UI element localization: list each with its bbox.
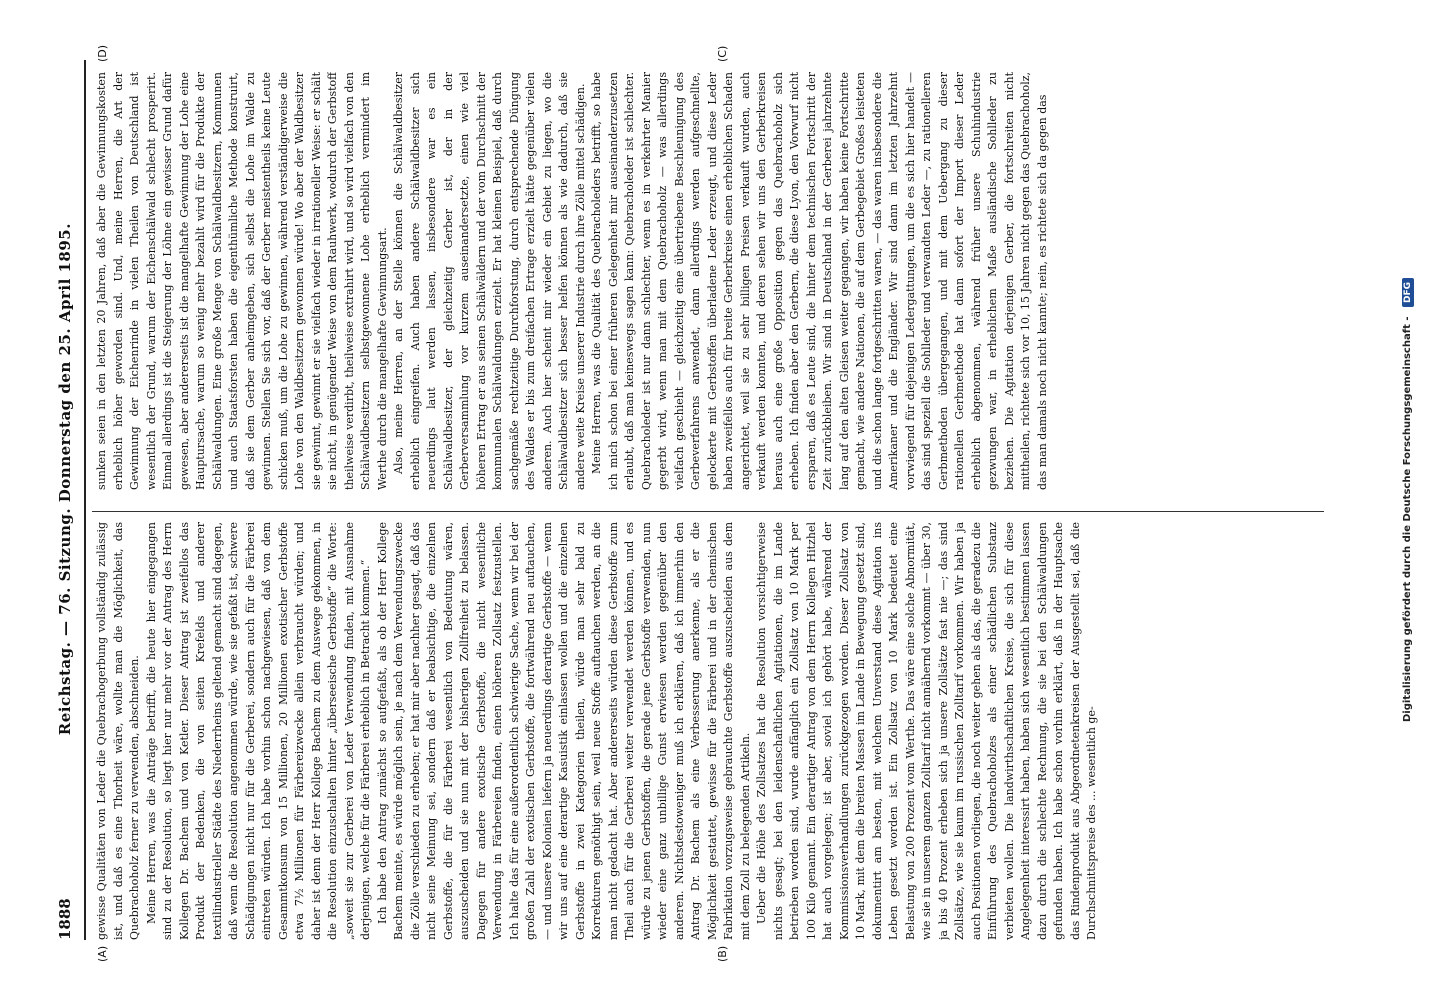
dfg-logo: DFG <box>1402 278 1414 307</box>
paragraph: Meine Herren, was die Anträge betrifft, die heute hier eingegangen sind zu der Resolution, so liegt hier nur mehr vor der Antrag des Herrn Kollegen Dr. Bachem und von Ketler. Dieser Antrag ist zweifellos das Produkt der Bedenken, die von seiten Krefelds und anderer textilindustrieller Städte des Niederrheins geltend gemacht sind dagegen, daß wenn die Resolution angenommen würde, wie sie gefaßt ist, schwere Schädigungen nicht nur für die Gerberei, sondern auch für die Färberei eintreten würden. Ich habe vorhin schon nachgewiesen, daß von dem Gesammtkonsum von 15 Millionen, 20 Millionen exotischer Gerbstoffe etwa 7½ Millionen für Färbereizwecke allein verbraucht würden; und daher ist denn der Herr Kollege Bachem zu dem Auswege gekommen, in die Resolution einzuschalten hinter „überseeische Gerbstoffe“ die Worte: „soweit sie zur Gerberei von Leder Verwendung finden, mit Ausnahme derjenigen, welche für die Färberei erheblich in Betracht kommen.“ <box>144 522 372 940</box>
margin-marker-a: (A) <box>96 945 109 962</box>
page-number: 1888 <box>56 898 74 940</box>
digitization-credit <box>1402 0 1414 1000</box>
margin-marker-c: (C) <box>716 45 729 62</box>
paragraph: Also, meine Herren, an der Stelle können die Schälwaldbesitzer erheblich eingreifen. Auch haben andere Schälwaldbesitzer sich neuerdings laut werden lassen, insbesondere war es ein Schälwaldbesitzer, der gleichzeitig Gerber ist, der in der Gerberversammlung vor kurzem auseinandersetzte, einen wie viel höheren Ertrag er aus seinen Schälwäldern und der vom Durchschnitt der kommunalen Schälwaldungen erzielt. Er hat kleinen Beispiel, daß durch sachgemäße rechtzeitige Durchforstung, durch entsprechende Düngung des Waldes er bis zum dreifachen Ertrage erzielt hätte gegenüber vielen anderen. Auch hier scheint mir wieder ein Gebiet zu liegen, wo die Schälwaldbesitzer sich besser helfen können als wie dadurch, daß sie andere weite Kreise unserer Industrie durch ihre Zölle mittel schädigen. <box>392 72 587 490</box>
margin-marker-b: (B) <box>716 945 729 962</box>
credit-text: Digitalisierung gefördert durch die Deutsche Forschungsgemeinschaft - <box>1402 316 1413 723</box>
paragraph: gewisse Qualitäten von Leder die Quebrachogerbung vollständig zulässig ist, und daß es eine Thorheit wäre, wollte man die Möglichkeit, das Quebrachoholz ferner zu verwenden, abschneiden. <box>95 522 141 940</box>
paragraph: Ueber die Höhe des Zollsatzes hat die Resolution vorsichtigerweise nichts gesagt; bei den leidenschaftlichen Agitationen, die im Lande betrieben worden sind, wurde anfänglich ein Zollsatz von 10 Mark per 100 Kilo genannt. Ein derartiger Antrag von dem Herrn Kollegen Hitzhel hat auch vorgelegen; ist aber, soviel ich gehört habe, während der Kommissionsverhandlungen zurückgezogen worden. Dieser Zollsatz von 10 Mark, mit dem die breiten Massen im Lande in Bewegung gesetzt sind, dokumentirt am besten, mit welchem Unverstand diese Agitation ins Leben gesetzt worden ist. Ein Zollsatz von 10 Mark bedeutet eine Belastung von 200 Prozent vom Werthe. Das wäre eine solche Abnormität, wie sie in unserem ganzen Zolltarif nicht annähernd vorkommt — über 30, ja bis 40 Prozent erheben sich ja unsere Zollsätze fast nie —; das sind Zollsätze, wie sie kaum im russischen Zolltarif vorkommen. Wir haben ja auch Positionen vorliegen, die noch weiter gehen als das, die geradezu die Einführung des Quebrachoholzes als einer schädlichen Substanz verbieten wollen. Die landwirthschaftlichen Kreise, die sich für diese Angelegenheit interessirt haben, haben sich wesentlich bestimmen lassen dazu durch die schlechte Rechnung, die sie bei den Schälwaldungen gefunden haben. Ich habe schon vorhin erklärt, daß in der Hauptsache das Rindenprodukt aus Abgeordnetenkreisen der Ausgestellt sei, daß die Durchschnittspreise des ... wesentlich ge- <box>755 522 1098 940</box>
page-title: Reichstag. — 76. Sitzung. Donnerstag den 25. April 1895. <box>56 223 74 736</box>
paragraph: Ich habe den Antrag zunächst so aufgefaßt, als ob der Herr Kollege Bachem meinte, es würde möglich sein, je nach dem Verwendungszwecke die Zölle verschieden zu erheben; er hat mir aber nachher gesagt, daß das nicht seine Meinung sei, sondern daß er beabsichtige, die einzelnen Gerbstoffe, die für die Färberei wesentlich von Bedeutung wären, auszuscheiden und sie nun mit der bisherigen Zollfreiheit zu belassen. Dagegen für andere exotische Gerbstoffe, die nicht wesentliche Verwendung in Färbereien finden, einen höheren Zollsatz festzustellen. Ich halte das für eine außerordentlich schwierige Sache, wenn wir bei der großen Zahl der exotischen Gerbstoffe, die fortwährend neu auftauchen, — und unsere Kolonien liefern ja neuerdings derartige Gerbstoffe — wenn wir uns auf eine derartige Kasuistik einlassen wollen und die einzelnen Gerbstoffe in zwei Kategorien theilen, würde man sehr bald zu Korrekturen genöthigt sein, weil neue Stoffe auftauchen werden, an die man nicht gedacht hat. Aber andererseits würden diese Gerbstoffe zum Theil auch für die Gerberei weiter verwendet werden können, und es würde zu jenen Gerbstoffen, die gerade jene Gerbstoffe verwenden, nun wieder eine ganz unbillige Gunst erwiesen werden gegenüber den anderen. Nichtsdestoweniger muß ich erklären, daß ich immerhin den Antrag Dr. Bachem als eine Verbesserung anerkenne, als er die Möglichkeit gestattet, gewisse für die Färberei und in der chemischen Fabrikation vorzugsweise gebrauchte Gerbstoffe auszuscheiden aus dem mit dem Zoll zu belegenden Artikeln. <box>375 522 752 940</box>
column-divider <box>92 511 1324 512</box>
margin-marker-d: (D) <box>96 44 109 62</box>
left-column <box>94 522 1322 940</box>
paragraph: Meine Herren, was die Qualität des Quebracholeders betrifft, so habe ich mich schon bei einer früheren Gelegenheit mir auseinanderzusetzen erlaubt, daß man keineswegs sagen kann: Quebracholeder ist schlechter. Quebracholeder ist nur dann schlechter, wenn es in verkehrter Manier gegerbt wird, wenn man mit dem Quebrachoholz — was allerdings vielfach geschieht — gleichzeitig eine übertriebene Beschleunigung des Gerbeverfahrens anwendet, dann allerdings werden aufgeschnellte, gelockerte mit Gerbstoffen überladene Leder erzeugt, und diese Leder haben zweifellos auch für breite Gerberkreise einen erheblichen Schaden angerichtet, weil sie zu sehr billigen Preisen verkauft wurden, auch verkauft werden konnten, und deren sehen wir uns den Gerberkreisen heraus auch eine große Opposition gegen das Quebrachoholz sich erheben. Ich finden aber den Gerbern, die diese Lyon, den Vorwurf nicht ersparen, daß es Leute sind, die hinter dem technischen Fortschritt der Zeit zurückbleiben. Wir sind in Deutschland in der Gerberei jahrzehnte lang auf den alten Gleisen weiter gegangen, wir haben keine Fortschritte gemacht, wie andere Nationen, die auf dem Gerbegebiet Großes leisteten und die schon lange fortgeschritten waren, — das waren insbesondere die Amerikaner und die Engländer. Wir sind dann im letzten Jahrzehnt vorwiegend für diejenigen Ledergattungen, um die es sich hier handelt — das sind speziell die Sohlleder und verwandten Leder —, zu rationelleren Gerbmethoden übergegangen, und mit dem Uebergang zu dieser rationellen Gerbmethode hat dann sofort der Import dieser Leder erheblich abgenommen, während früher unsere Schuhindustrie gezwungen war, in erheblichem Maße ausländische Sohlleder zu beziehen. Die Agitation derjenigen Gerber, die fortschreiten nicht mittheilen, richtete sich vor 10, 15 Jahren nicht gegen das Quebrachoholz, das man damals noch nicht kannte; nein, es richtete sich da gegen das <box>590 72 1049 490</box>
right-column <box>94 72 1322 490</box>
header-rule <box>84 60 86 940</box>
paragraph: sunken seien in den letzten 20 Jahren, daß aber die Gewinnungskosten erheblich höher geworden sind. Und, meine Herren, die Art der Gewinnung der Eichenrinde in vielen Theilen von Deutschland ist wesentlich der Grund, warum der Eichenschälwald schlecht prosperirt. Einmal allerdings ist die Steigerung der Löhne ein gewisser Grund dafür gewesen, aber andererseits ist die mangelhafte Gewinnung der Lohe eine Hauptursache, warum so wenig mehr bezahlt wird für die Produkte der Schälwaldungen. Eine große Menge von Schälwaldbesitzern, Kommunen und auch Staatsforsten haben die eigenthümliche Methode konstruirt, daß sie dem Gerber anheimgeben, sich selbst die Lohe im Walde zu gewinnen. Stellen Sie sich vor, daß der Gerber meistentheils keine Leute schicken muß, um die Lohe zu gewinnen, während verständigerweise die Lohe von den Waldbesitzern gewonnen würde! Wo aber der Waldbesitzer sie gewinnt, gewinnt er sie vielfach wieder in irrationeller Weise: er schält sie nicht, in genügender Weise von dem Rauhwerk, wodurch der Gerbstoff theilweise verdirbt, theilweise extrahirt wird, und so wird vielfach von den Schälwaldbesitzern selbstgewonnene Lohe erheblich vermindert im Werthe durch die mangelhafte Gewinnungsart. <box>95 72 389 490</box>
page-header <box>56 60 80 940</box>
